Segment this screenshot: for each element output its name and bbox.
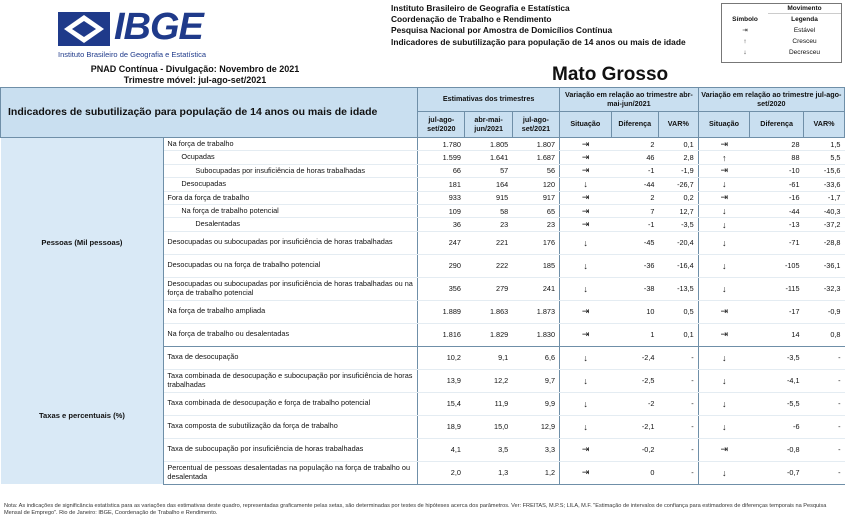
estimate-value: 9,1 (465, 346, 512, 369)
estimate-value: 185 (512, 254, 559, 277)
table-row (1, 138, 845, 151)
var-header: VAR% (804, 112, 845, 138)
movement-arrow-icon: ⇥ (560, 218, 612, 231)
movement-arrow-icon: ⇥ (560, 438, 612, 461)
legend-col-label: Legenda (791, 16, 818, 23)
indicator-label: Na força de trabalho ampliada (164, 300, 418, 323)
difference-value: -2,4 (611, 346, 658, 369)
indicator-label: Na força de trabalho (164, 138, 418, 151)
estimate-value: 241 (512, 277, 559, 300)
estimate-value: 57 (465, 164, 512, 177)
movement-arrow-icon: ↓ (698, 178, 750, 191)
movement-arrow-icon: ⇥ (698, 164, 750, 177)
var-percent-value: -37,2 (804, 218, 845, 231)
increase-icon: ↑ (743, 38, 747, 45)
var-percent-value: - (804, 369, 845, 392)
estimate-value: 109 (418, 204, 465, 217)
indicator-label: Ocupadas (164, 151, 418, 164)
ibge-logo-mark-icon (58, 12, 110, 46)
decrease-icon: ↓ (743, 49, 747, 56)
estimate-value: 18,9 (418, 415, 465, 438)
estimate-value: 12,9 (512, 415, 559, 438)
difference-value: -45 (611, 231, 658, 254)
estimate-value: 13,9 (418, 369, 465, 392)
institution-line: Pesquisa Nacional por Amostra de Domicílios Contínua (391, 25, 613, 36)
institution-line: Instituto Brasileiro de Geografia e Estatística (391, 3, 570, 13)
movement-arrow-icon: ⇥ (698, 300, 750, 323)
difference-value: 10 (611, 300, 658, 323)
estimate-value: 222 (465, 254, 512, 277)
var-percent-value: 0,1 (658, 323, 698, 346)
var-percent-value: 5,5 (804, 151, 845, 164)
estimate-value: 36 (418, 218, 465, 231)
var-percent-value: - (804, 415, 845, 438)
var-percent-value: - (658, 346, 698, 369)
estimate-value: 1.816 (418, 323, 465, 346)
movement-arrow-icon: ↓ (698, 346, 750, 369)
estimate-value: 279 (465, 277, 512, 300)
var-percent-value: - (658, 438, 698, 461)
var-percent-value: -36,1 (804, 254, 845, 277)
estimate-value: 23 (465, 218, 512, 231)
estimate-value: 1.599 (418, 151, 465, 164)
table-row (1, 346, 845, 369)
difference-value: 28 (750, 138, 804, 151)
estimate-value: 356 (418, 277, 465, 300)
difference-value: -105 (750, 254, 804, 277)
estimate-value: 917 (512, 191, 559, 204)
difference-value: 2 (611, 138, 658, 151)
situacao-header: Situação (698, 112, 750, 138)
estimate-value: 4,1 (418, 438, 465, 461)
estimate-value: 1,2 (512, 461, 559, 484)
movement-arrow-icon: ↓ (698, 415, 750, 438)
var-percent-value: - (804, 392, 845, 415)
estimate-value: 1.889 (418, 300, 465, 323)
movement-arrow-icon: ⇥ (560, 164, 612, 177)
indicator-label: Percentual de pessoas desalentadas na população na força de trabalho ou desalentada (164, 461, 418, 484)
stable-icon: ⇥ (742, 27, 748, 34)
difference-value: -36 (611, 254, 658, 277)
var-percent-value: - (658, 461, 698, 484)
difference-value: -115 (750, 277, 804, 300)
estimate-value: 6,6 (512, 346, 559, 369)
estimate-value: 1,3 (465, 461, 512, 484)
estimate-value: 56 (512, 164, 559, 177)
indicator-label: Na força de trabalho ou desalentadas (164, 323, 418, 346)
movement-arrow-icon: ⇥ (698, 191, 750, 204)
difference-value: -1 (611, 218, 658, 231)
movement-arrow-icon: ⇥ (560, 151, 612, 164)
estimate-value: 1.863 (465, 300, 512, 323)
estimate-value: 181 (418, 178, 465, 191)
estimate-value: 1.780 (418, 138, 465, 151)
estimate-value: 66 (418, 164, 465, 177)
estimate-value: 1.829 (465, 323, 512, 346)
var-header: VAR% (658, 112, 698, 138)
var-percent-value: - (804, 438, 845, 461)
difference-value: -0,7 (750, 461, 804, 484)
movement-arrow-icon: ↓ (560, 415, 612, 438)
difference-value: -5,5 (750, 392, 804, 415)
difference-value: 2 (611, 191, 658, 204)
movement-arrow-icon: ↑ (698, 151, 750, 164)
difference-value: 46 (611, 151, 658, 164)
movement-arrow-icon: ↓ (698, 461, 750, 484)
var-percent-value: -26,7 (658, 178, 698, 191)
difference-value: -0,2 (611, 438, 658, 461)
institution-line: Indicadores de subutilização para população de 14 anos ou mais de idade (391, 36, 686, 47)
var-percent-value: -40,3 (804, 204, 845, 217)
var-percent-value: 2,8 (658, 151, 698, 164)
movement-arrow-icon: ↓ (698, 254, 750, 277)
var-percent-value: - (804, 461, 845, 484)
estimate-value: 933 (418, 191, 465, 204)
legend-title: Movimento (768, 4, 841, 14)
period-header: jul-ago-set/2020 (418, 112, 465, 138)
movement-arrow-icon: ↓ (560, 178, 612, 191)
difference-value: -1 (611, 164, 658, 177)
indicator-label: Desocupadas ou subocupadas por insuficiência de horas trabalhadas (164, 231, 418, 254)
indicator-label: Taxa de desocupação (164, 346, 418, 369)
diferenca-header: Diferença (750, 112, 804, 138)
var-percent-value: - (658, 369, 698, 392)
situacao-header: Situação (560, 112, 612, 138)
movement-arrow-icon: ⇥ (560, 461, 612, 484)
estimate-value: 1.687 (512, 151, 559, 164)
difference-value: -44 (611, 178, 658, 191)
movement-legend (721, 3, 842, 63)
estimate-value: 1.805 (465, 138, 512, 151)
estimate-value: 11,9 (465, 392, 512, 415)
legend-label-stable: Estável (793, 27, 816, 34)
indicator-label: Subocupadas por insuficiência de horas trabalhadas (164, 164, 418, 177)
movement-arrow-icon: ↓ (560, 254, 612, 277)
logo-text: IBGE (114, 6, 203, 48)
indicator-label: Desocupadas ou subocupadas por insuficiência de horas trabalhadas ou na força de trabalho potencial (164, 277, 418, 300)
movement-arrow-icon: ⇥ (560, 191, 612, 204)
movement-arrow-icon: ↓ (560, 231, 612, 254)
movement-arrow-icon: ⇥ (698, 138, 750, 151)
legend-col-symbol: Símbolo (732, 16, 758, 23)
var-percent-value: 0,5 (658, 300, 698, 323)
movement-arrow-icon: ↓ (698, 392, 750, 415)
indicator-label: Taxa combinada de desocupação e subocupação por insuficiência de horas trabalhadas (164, 369, 418, 392)
movement-arrow-icon: ↓ (698, 218, 750, 231)
indicator-label: Desocupadas (164, 178, 418, 191)
difference-value: -17 (750, 300, 804, 323)
release-info (70, 64, 320, 86)
difference-value: -44 (750, 204, 804, 217)
estimate-value: 3,5 (465, 438, 512, 461)
indicator-label: Desocupadas ou na força de trabalho potencial (164, 254, 418, 277)
movement-arrow-icon: ⇥ (560, 323, 612, 346)
var-percent-value: - (658, 415, 698, 438)
estimate-value: 221 (465, 231, 512, 254)
movement-arrow-icon: ↓ (560, 277, 612, 300)
var-percent-value: 0,2 (658, 191, 698, 204)
var-percent-value: - (804, 346, 845, 369)
estimate-value: 65 (512, 204, 559, 217)
estimate-value: 164 (465, 178, 512, 191)
institution-block (391, 3, 686, 48)
estimate-value: 1.830 (512, 323, 559, 346)
estimate-value: 12,2 (465, 369, 512, 392)
indicator-label: Taxa composta de subutilização da força de trabalho (164, 415, 418, 438)
quarter-line: Trimestre móvel: jul-ago-set/2021 (123, 75, 267, 85)
logo-subtitle: Instituto Brasileiro de Geografia e Estatística (58, 50, 206, 59)
var-percent-value: 0,8 (804, 323, 845, 346)
difference-value: 14 (750, 323, 804, 346)
var-percent-value: -20,4 (658, 231, 698, 254)
movement-arrow-icon: ⇥ (560, 300, 612, 323)
var-percent-value: -33,6 (804, 178, 845, 191)
legend-label-increase: Cresceu (792, 38, 817, 45)
estimate-value: 15,4 (418, 392, 465, 415)
indicator-label: Fora da força de trabalho (164, 191, 418, 204)
difference-value: -61 (750, 178, 804, 191)
indicators-table (0, 87, 845, 485)
difference-value: -6 (750, 415, 804, 438)
difference-value: -13 (750, 218, 804, 231)
movement-arrow-icon: ↓ (560, 392, 612, 415)
release-line: PNAD Contínua - Divulgação: Novembro de 2021 (90, 64, 300, 74)
period-header: abr-mai-jun/2021 (465, 112, 512, 138)
variation-quarter-header: Variação em relação ao trimestre abr-mai-jun/2021 (560, 88, 699, 112)
movement-arrow-icon: ⇥ (560, 204, 612, 217)
movement-arrow-icon: ↓ (698, 204, 750, 217)
difference-value: -10 (750, 164, 804, 177)
estimate-value: 2,0 (418, 461, 465, 484)
table-title: Indicadores de subutilização para população de 14 anos ou mais de idade (1, 88, 418, 138)
var-percent-value: 12,7 (658, 204, 698, 217)
movement-arrow-icon: ⇥ (560, 138, 612, 151)
difference-value: -4,1 (750, 369, 804, 392)
var-percent-value: -32,3 (804, 277, 845, 300)
var-percent-value: -1,7 (804, 191, 845, 204)
estimate-value: 1.807 (512, 138, 559, 151)
var-percent-value: 1,5 (804, 138, 845, 151)
movement-arrow-icon: ↓ (698, 277, 750, 300)
estimate-value: 176 (512, 231, 559, 254)
difference-value: -38 (611, 277, 658, 300)
difference-value: 88 (750, 151, 804, 164)
estimate-value: 23 (512, 218, 559, 231)
movement-arrow-icon: ⇥ (698, 438, 750, 461)
estimate-value: 915 (465, 191, 512, 204)
var-percent-value: -16,4 (658, 254, 698, 277)
period-header: jul-ago-set/2021 (512, 112, 559, 138)
category-label: Pessoas (Mil pessoas) (1, 138, 164, 347)
movement-arrow-icon: ⇥ (698, 323, 750, 346)
estimate-value: 120 (512, 178, 559, 191)
var-percent-value: -0,9 (804, 300, 845, 323)
footnote: Nota: As indicações de significância estatística para as variações das estimativas deste quadro, representadas graficamente pelas setas, são determinadas por testes de hipóteses acerca dos parâmetros. Ver: FREITAS, M.P.S; LILA, M.F. "Estimação de intervalos de confiança para estimadores de diferenças temporais na Pesquisa Mensal de Emprego". Rio de Janeiro: IBGE, Coordenação de Trabalho e Rendimento. (4, 503, 827, 516)
estimate-value: 9,9 (512, 392, 559, 415)
difference-value: -0,8 (750, 438, 804, 461)
movement-arrow-icon: ↓ (698, 231, 750, 254)
ibge-logo (58, 6, 238, 59)
indicator-label: Desalentadas (164, 218, 418, 231)
indicator-label: Taxa de subocupação por insuficiência de horas trabalhadas (164, 438, 418, 461)
var-percent-value: -13,5 (658, 277, 698, 300)
indicator-label: Na força de trabalho potencial (164, 204, 418, 217)
var-percent-value: -1,9 (658, 164, 698, 177)
estimate-value: 1.873 (512, 300, 559, 323)
institution-line: Coordenação de Trabalho e Rendimento (391, 14, 552, 25)
var-percent-value: -15,6 (804, 164, 845, 177)
var-percent-value: 0,1 (658, 138, 698, 151)
difference-value: -2,5 (611, 369, 658, 392)
movement-arrow-icon: ↓ (698, 369, 750, 392)
difference-value: 0 (611, 461, 658, 484)
difference-value: -3,5 (750, 346, 804, 369)
estimate-value: 290 (418, 254, 465, 277)
estimate-value: 58 (465, 204, 512, 217)
difference-value: -2 (611, 392, 658, 415)
estimate-value: 10,2 (418, 346, 465, 369)
difference-value: -71 (750, 231, 804, 254)
variation-year-header: Variação em relação ao trimestre jul-ago-set/2020 (698, 88, 844, 112)
estimates-header: Estimativas dos trimestres (418, 88, 560, 112)
var-percent-value: -28,8 (804, 231, 845, 254)
state-title: Mato Grosso (552, 64, 669, 85)
estimate-value: 247 (418, 231, 465, 254)
estimate-value: 3,3 (512, 438, 559, 461)
var-percent-value: -3,5 (658, 218, 698, 231)
legend-label-decrease: Decresceu (788, 49, 821, 56)
indicator-label: Taxa combinada de desocupação e força de trabalho potencial (164, 392, 418, 415)
estimate-value: 1.641 (465, 151, 512, 164)
difference-value: 1 (611, 323, 658, 346)
var-percent-value: - (658, 392, 698, 415)
difference-value: 7 (611, 204, 658, 217)
movement-arrow-icon: ↓ (560, 346, 612, 369)
category-label: Taxas e percentuais (%) (1, 346, 164, 484)
difference-value: -16 (750, 191, 804, 204)
estimate-value: 15,0 (465, 415, 512, 438)
difference-value: -2,1 (611, 415, 658, 438)
estimate-value: 9,7 (512, 369, 559, 392)
diferenca-header: Diferença (611, 112, 658, 138)
movement-arrow-icon: ↓ (560, 369, 612, 392)
